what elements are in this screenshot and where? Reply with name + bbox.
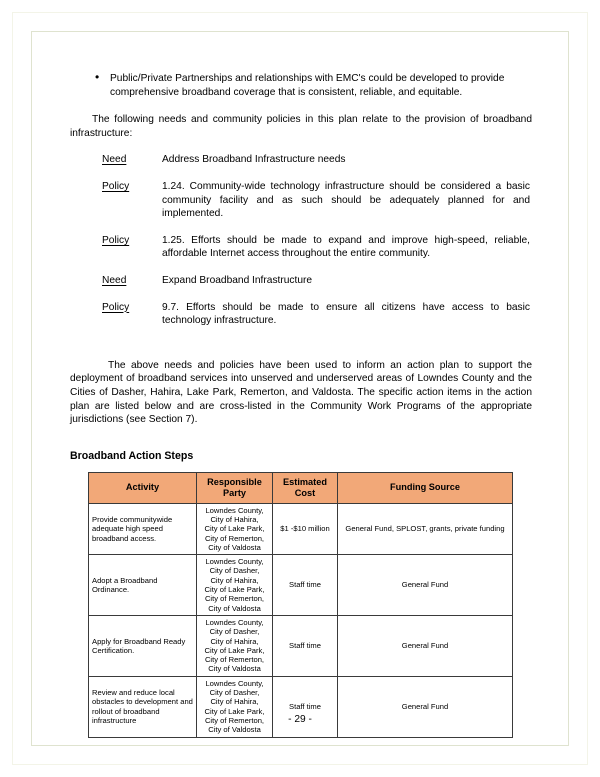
cell-funding-source: General Fund (338, 615, 513, 676)
need-policy-text: 9.7. Efforts should be made to ensure all citizens have access to basic technology infrastructure. (162, 301, 530, 327)
spacer (70, 341, 532, 359)
party-line: City of Remerton, (204, 594, 265, 604)
cell-activity: Review and reduce local obstacles to development and rollout of broadband infrastructure (89, 676, 197, 737)
party-line: City of Valdosta (208, 725, 261, 735)
document-content (70, 72, 532, 738)
cell-estimated-cost: Staff time (273, 676, 338, 737)
party-line: City of Lake Park, (204, 524, 265, 534)
need-policy-text: 1.25. Efforts should be made to expand and improve high-speed, reliable, affordable Internet access throughout the entire community. (162, 234, 530, 260)
need-policy-row (70, 234, 532, 261)
need-policy-text: Expand Broadband Infrastructure (162, 274, 313, 286)
party-line: City of Remerton, (204, 715, 265, 725)
party-line: City of Remerton, (204, 533, 265, 543)
column-header-funding-source: Funding Source (338, 472, 513, 503)
spacer (70, 427, 532, 449)
party-line: City of Hahira, (210, 697, 259, 707)
party-line: Lowndes County, (205, 505, 264, 515)
party-line: City of Dasher, (209, 627, 260, 637)
party-line: City of Hahira, (210, 514, 259, 524)
need-policy-row (70, 301, 532, 328)
party-line: City of Lake Park, (204, 585, 265, 595)
cell-activity: Apply for Broadband Ready Certification. (89, 615, 197, 676)
party-line: Lowndes County, (205, 678, 264, 688)
table-row (89, 503, 513, 554)
need-policy-label: Policy (102, 234, 130, 246)
broadband-action-steps-table (88, 472, 513, 738)
column-header-responsible-party: Responsible Party (197, 472, 273, 503)
party-line: Lowndes County, (205, 617, 264, 627)
need-policy-row (70, 274, 532, 288)
party-line: Lowndes County, (205, 557, 264, 567)
table-header (89, 472, 513, 503)
cell-funding-source: General Fund (338, 676, 513, 737)
need-policy-label: Policy (102, 180, 130, 192)
need-policy-row (70, 180, 532, 221)
need-policy-row (70, 153, 532, 167)
list-item: • Public/Private Partnerships and relationships with EMC's could be developed to provide comprehensive broadband coverage that is consistent, reliable, and equitable. (70, 72, 532, 99)
bullet-list (70, 72, 532, 99)
need-policy-label: Need (102, 154, 127, 166)
party-line: City of Dasher, (209, 688, 260, 698)
need-policy-label: Policy (102, 301, 130, 313)
table-header-row (89, 472, 513, 503)
intro-paragraph: The following needs and community policies in this plan relate to the provision of broadband infrastructure: (70, 114, 532, 139)
cell-responsible-party (197, 615, 273, 676)
spacer (70, 99, 532, 113)
cell-activity: Adopt a Broadband Ordinance. (89, 555, 197, 616)
cell-activity: Provide communitywide adequate high speed broadband access. (89, 503, 197, 554)
cell-estimated-cost: $1 -$10 million (273, 503, 338, 554)
column-header-activity: Activity (89, 472, 197, 503)
summary-paragraph: The above needs and policies have been used to inform an action plan to support the deployment of broadband services into unserved and underserved areas of Lowndes County and the Cities of Dasher, Hahira, Lake Park, Remerton, and Valdosta. The specific action items in the action plan are listed below and are cross-listed in the Community Work Programs of the appropriate jurisdictions (see Section 7). (70, 359, 532, 426)
table-row (89, 676, 513, 737)
party-line: City of Lake Park, (204, 706, 265, 716)
table-row (89, 615, 513, 676)
party-line: City of Valdosta (208, 542, 261, 552)
party-line: City of Remerton, (204, 655, 265, 665)
cell-responsible-party (197, 503, 273, 554)
party-line: City of Valdosta (208, 664, 261, 674)
cell-estimated-cost: Staff time (273, 555, 338, 616)
party-line: City of Valdosta (208, 603, 261, 613)
party-line: City of Dasher, (209, 566, 260, 576)
party-line: City of Hahira, (210, 575, 259, 585)
cell-funding-source: General Fund (338, 555, 513, 616)
needs-policies-block (70, 153, 532, 327)
table-body (89, 503, 513, 737)
cell-responsible-party (197, 555, 273, 616)
need-policy-label: Need (102, 274, 127, 286)
need-policy-text: Address Broadband Infrastructure needs (162, 154, 346, 166)
action-table-wrapper (88, 472, 512, 738)
section-heading: Broadband Action Steps (70, 449, 194, 462)
table-row (89, 555, 513, 616)
cell-responsible-party (197, 676, 273, 737)
party-line: City of Hahira, (210, 636, 259, 646)
page-number: - 29 - (288, 714, 312, 725)
need-policy-text: 1.24. Community-wide technology infrastructure should be considered a basic community facility and as such should be adequately planned for and implemented. (162, 180, 530, 220)
column-header-estimated-cost: Estimated Cost (273, 472, 338, 503)
cell-estimated-cost: Staff time (273, 615, 338, 676)
party-line: City of Lake Park, (204, 645, 265, 655)
cell-funding-source: General Fund, SPLOST, grants, private funding (338, 503, 513, 554)
